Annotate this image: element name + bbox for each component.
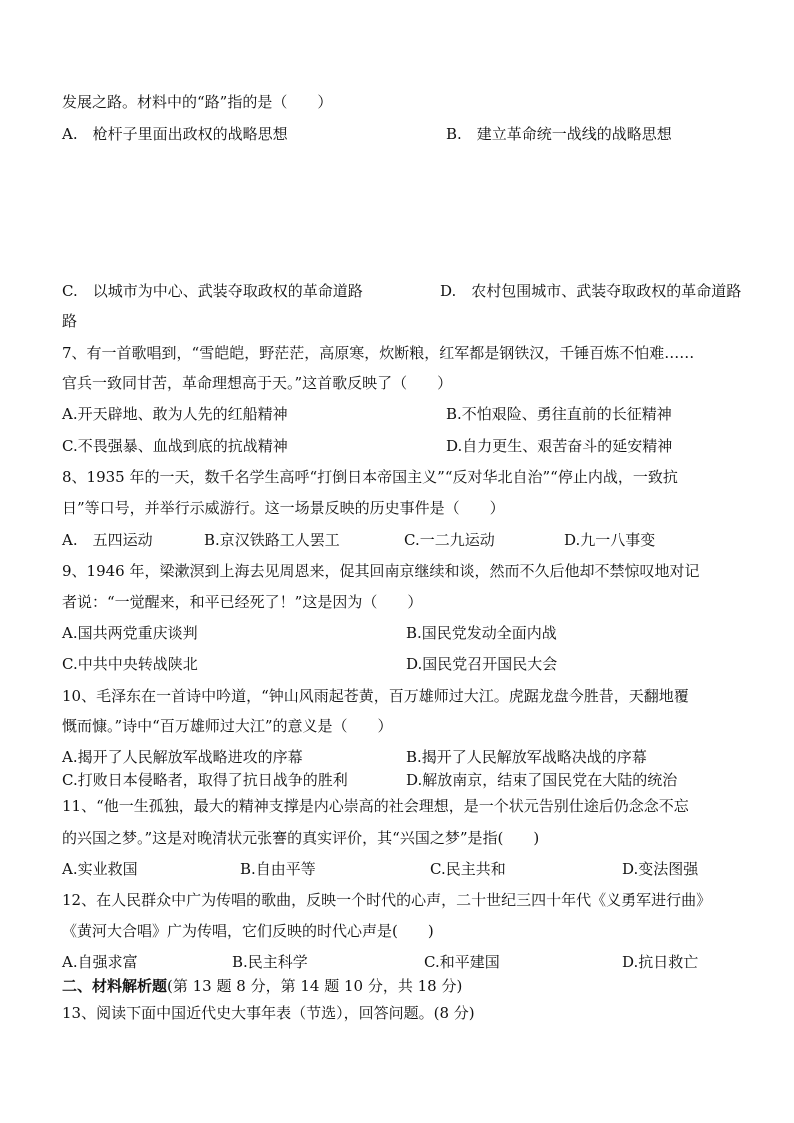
q11-option-c: C.民主共和 [430,860,506,878]
q9-option-c: C.中共中央转战陕北 [62,655,198,673]
q7-option-c: C.不畏强暴、血战到底的抗战精神 [62,437,288,455]
q7-option-d: D.自力更生、艰苦奋斗的延安精神 [446,437,673,455]
q8-option-b: B.京汉铁路工人罢工 [204,531,340,549]
q10-option-d: D.解放南京，结束了国民党在大陆的统治 [406,771,678,789]
q8-option-a: A. 五四运动 [62,531,153,549]
q9-option-d: D.国民党召开国民大会 [406,655,558,673]
q12-option-b: B.民主科学 [232,953,308,971]
section-2-heading-line [62,976,462,996]
q7-stem-line1: 7、有一首歌唱到，“雪皑皑，野茫茫，高原寒，炊断粮，红军都是钢铁汉，千锤百炼不怕难…… [62,344,695,362]
q6-option-c: C. 以城市为中心、武装夺取政权的革命道路 [62,282,363,300]
q11-option-a: A.实业救国 [62,860,138,878]
q11-option-d: D.变法图强 [622,860,699,878]
q8-stem-line1: 8、1935 年的一天，数千名学生高呼“打倒日本帝国主义”“反对华北自治”“停止内战，一致抗 [62,468,678,486]
q11-stem-line2: 的兴国之梦。”这是对晚清状元张謇的真实评价，其“兴国之梦”是指( ) [62,829,540,847]
q9-option-a: A.国共两党重庆谈判 [62,624,198,642]
q7-stem-line2: 官兵一致同甘苦，革命理想高于天。”这首歌反映了（ ） [62,374,453,392]
q10-option-b: B.揭开了人民解放军战略决战的序幕 [406,748,647,766]
q12-stem-line1: 12、在人民群众中广为传唱的歌曲，反映一个时代的心声，二十世纪三四十年代《义勇军进行曲》 [62,891,712,909]
q6-stem-tail: 发展之路。材料中的“路”指的是（ ） [62,93,333,111]
q6-option-d-wrap: 路 [62,312,78,330]
q7-option-b: B.不怕艰险、勇往直前的长征精神 [446,405,672,423]
q8-option-d: D.九一八事变 [564,531,656,549]
q7-option-a: A.开天辟地、敢为人先的红船精神 [62,405,288,423]
q8-option-c: C.一二九运动 [404,531,495,549]
q8-stem-line2: 日”等口号，并举行示威游行。这一场景反映的历史事件是（ ） [62,499,505,517]
q9-stem-line1: 9、1946 年，梁漱溟到上海去见周恩来，促其回南京继续和谈，然而不久后他却不禁惊叹地对记 [62,562,700,580]
q12-option-d: D.抗日救亡 [622,953,699,971]
q6-option-a: A. 枪杆子里面出政权的战略思想 [62,125,288,143]
q10-option-c: C.打败日本侵略者，取得了抗日战争的胜利 [62,771,348,789]
q10-option-a: A.揭开了人民解放军战略进攻的序幕 [62,748,303,766]
q6-option-b: B. 建立革命统一战线的战略思想 [446,125,672,143]
section-2-score-note: (第 13 题 8 分，第 14 题 10 分，共 18 分) [167,977,463,995]
q11-stem-line1: 11、“他一生孤独，最大的精神支撑是内心崇高的社会理想，是一个状元告别仕途后仍念念不忘 [62,797,689,815]
q10-stem-line2: 慨而慷。”诗中“百万雄师过大江”的意义是（ ） [62,717,393,735]
q6-option-d: D. 农村包围城市、武装夺取政权的革命道路 [440,282,742,300]
q9-option-b: B.国民党发动全面内战 [406,624,557,642]
q12-option-a: A.自强求富 [62,953,138,971]
q10-stem-line1: 10、毛泽东在一首诗中吟道，“钟山风雨起苍黄，百万雄师过大江。虎踞龙盘今胜昔，天翻地覆 [62,687,689,705]
section-2-heading: 二、材料解析题 [62,977,168,995]
q11-option-b: B.自由平等 [240,860,316,878]
q13-stem-line1: 13、阅读下面中国近代史大事年表（节选），回答问题。(8 分) [62,1004,475,1022]
q9-stem-line2: 者说：“一觉醒来，和平已经死了！”这是因为（ ） [62,593,423,611]
q12-stem-line2: 《黄河大合唱》广为传唱，它们反映的时代心声是( ) [62,922,434,940]
q12-option-c: C.和平建国 [424,953,500,971]
